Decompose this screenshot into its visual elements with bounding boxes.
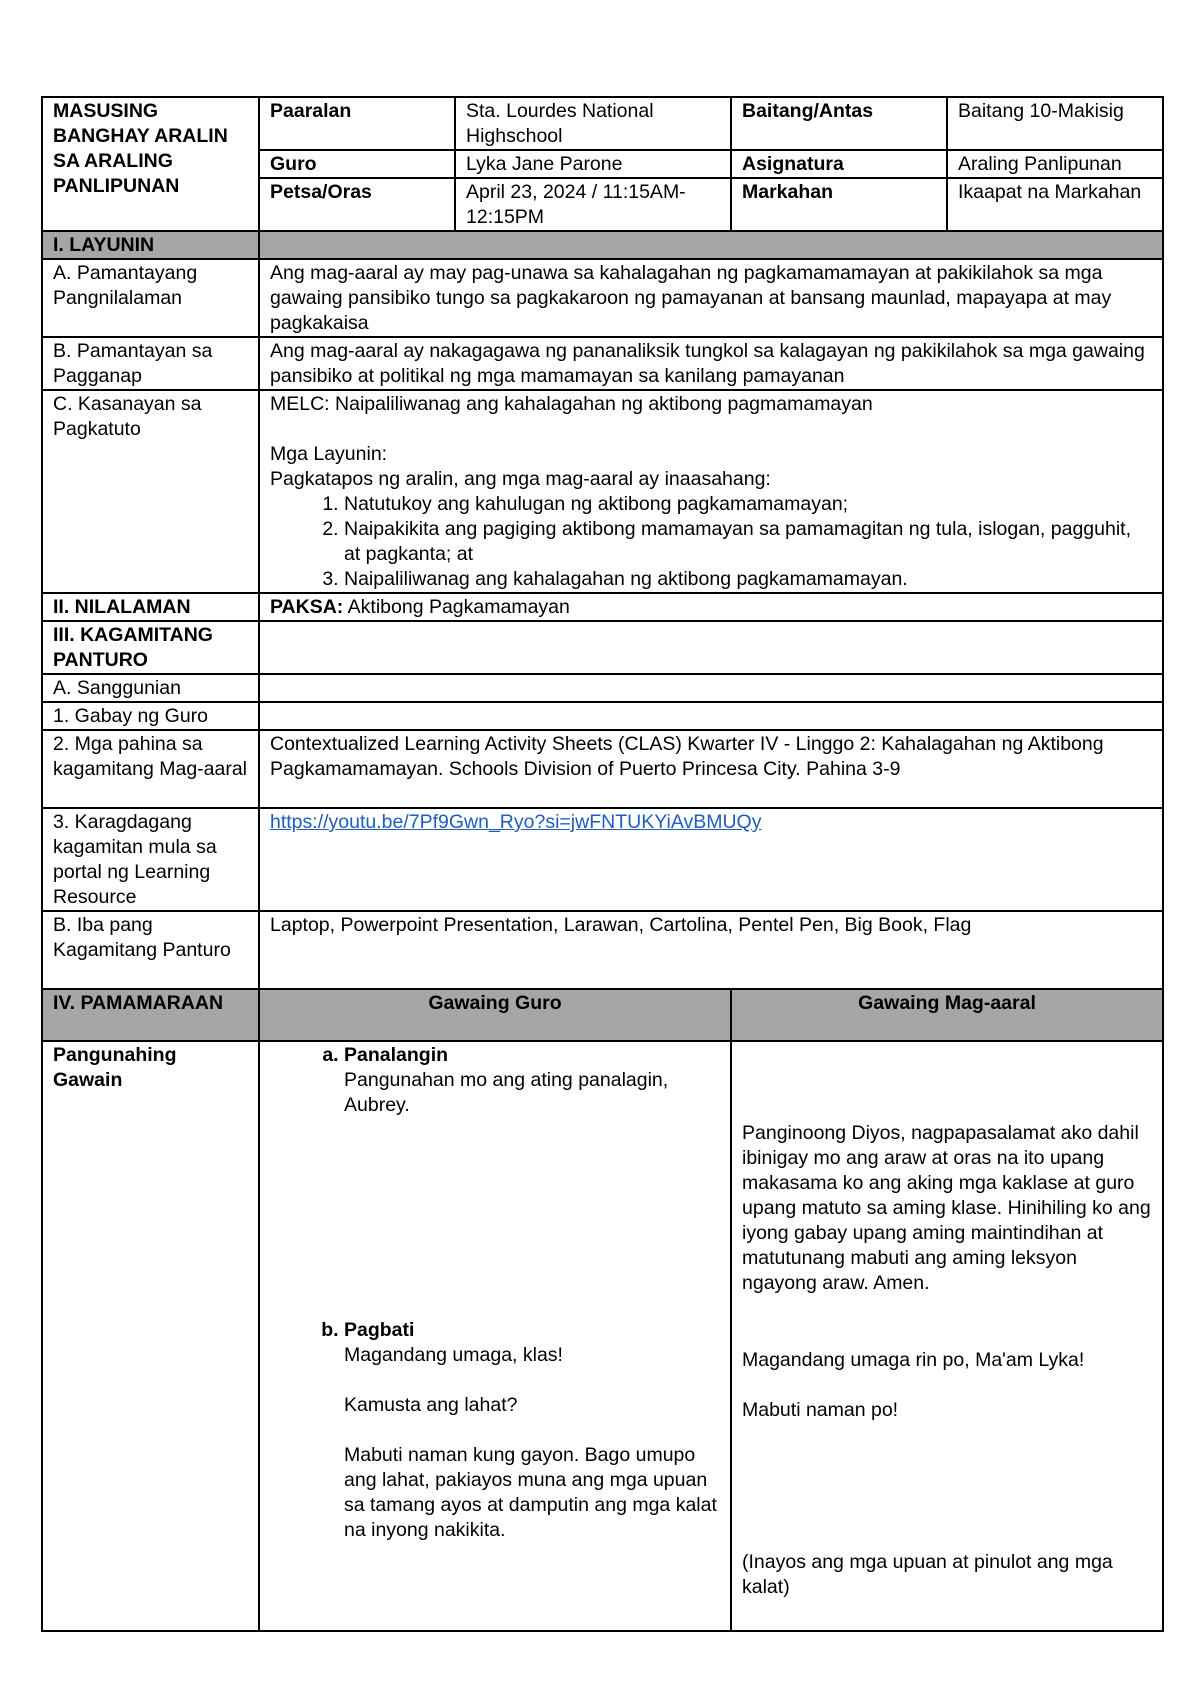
iba-value: Laptop, Powerpoint Presentation, Larawan, Cartolina, Pentel Pen, Big Book, Flag <box>259 911 1163 989</box>
karagdagan-label: 3. Karagdagang kagamitan mula sa portal ng Learning Resource <box>42 808 259 911</box>
layunin-list <box>270 492 1152 592</box>
pagbati-title: b. Pagbati <box>344 1319 415 1341</box>
lesson-plan-table <box>41 96 1164 1632</box>
paksa-cell <box>259 593 1163 621</box>
petsa-value: April 23, 2024 / 11:15AM-12:15PM <box>455 178 731 231</box>
pagbati-line2: Kamusta ang lahat? <box>344 1394 518 1416</box>
panalangin-text: Pangunahan mo ang ating panalagin, Aubrey. <box>344 1069 669 1116</box>
kagamitan-heading-fill <box>259 621 1163 674</box>
nilalaman-heading: II. NILALAMAN <box>42 593 259 621</box>
kasanayan-content <box>259 390 1163 593</box>
guro-activity-list <box>270 1043 720 1543</box>
paksa-value: Aktibong Pagkamamayan <box>343 596 570 618</box>
kasanayan-label: C. Kasanayan sa Pagkatuto <box>42 390 259 593</box>
kagamitan-heading: III. KAGAMITANG PANTURO <box>42 621 259 674</box>
karagdagan-cell <box>259 808 1163 911</box>
baitang-value: Baitang 10-Makisig <box>947 97 1163 150</box>
layunin-heading-fill <box>259 231 1163 259</box>
pamantayan-pagganap-value: Ang mag-aaral ay nakagagawa ng pananaliksik tungkol sa kalagayan ng pakikilahok sa mga gawaing pansibiko at politikal ng mga mamamayan sa kanilang pamayanan <box>259 337 1163 390</box>
list-item: 1. Natutukoy ang kahulugan ng aktibong pagkamamamayan; <box>344 492 1152 517</box>
paksa-label: PAKSA: <box>270 596 344 618</box>
iba-label: B. Iba pang Kagamitang Panturo <box>42 911 259 989</box>
asignatura-value: Araling Panlipunan <box>947 150 1163 178</box>
pangunahing-gawain-label: Pangunahing Gawain <box>42 1041 259 1631</box>
sanggunian-label: A. Sanggunian <box>42 674 259 702</box>
pamantayan-pagganap-label: B. Pamantayan sa Pagganap <box>42 337 259 390</box>
gabay-label: 1. Gabay ng Guro <box>42 702 259 730</box>
markahan-value: Ikaapat na Markahan <box>947 178 1163 231</box>
baitang-label: Baitang/Antas <box>731 97 947 150</box>
gabay-value <box>259 702 1163 730</box>
pagbati-line3: Mabuti naman kung gayon. Bago umupo ang lahat, pakiayos muna ang mga upuan sa tamang ayos at damputin ang mga kalat na inyong nakikita. <box>344 1444 717 1541</box>
list-item: 3. Naipaliliwanag ang kahalagahan ng aktibong pagkamamamayan. <box>344 567 1152 592</box>
pamantayang-pangnilalaman-label: A. Pamantayang Pangnilalaman <box>42 259 259 337</box>
layunin-heading: I. LAYUNIN <box>42 231 259 259</box>
guro-value: Lyka Jane Parone <box>455 150 731 178</box>
gawaing-guro-header: Gawaing Guro <box>259 989 731 1041</box>
gawaing-guro-content <box>259 1041 731 1631</box>
markahan-label: Markahan <box>731 178 947 231</box>
paaralan-value: Sta. Lourdes National Highschool <box>455 97 731 150</box>
gawaing-magaaral-header: Gawaing Mag-aaral <box>731 989 1163 1041</box>
lesson-plan-title: MASUSING BANGHAY ARALIN SA ARALING PANLIPUNAN <box>42 97 259 231</box>
pahina-value: Contextualized Learning Activity Sheets (CLAS) Kwarter IV - Linggo 2: Kahalagahan ng Aktibong Pagkamamamayan. Schools Division of Puerto Princesa City. Pahina 3-9 <box>259 730 1163 808</box>
pagbati-line1: Magandang umaga, klas! <box>344 1344 563 1366</box>
student-action: (Inayos ang mga upuan at pinulot ang mga kalat) <box>742 1551 1113 1598</box>
pahina-label: 2. Mga pahina sa kagamitang Mag-aaral <box>42 730 259 808</box>
panalangin-title: a. Panalangin <box>344 1044 449 1066</box>
lesson-plan-page <box>41 96 1162 1632</box>
layunin-intro: Pagkatapos ng aralin, ang mga mag-aaral ay inaasahang: <box>270 468 771 490</box>
list-item <box>344 1043 720 1318</box>
paaralan-label: Paaralan <box>259 97 455 150</box>
mga-layunin-label: Mga Layunin: <box>270 443 388 465</box>
list-item <box>344 1318 720 1543</box>
asignatura-label: Asignatura <box>731 150 947 178</box>
pamamaraan-heading: IV. PAMAMARAAN <box>42 989 259 1041</box>
gawaing-magaaral-content <box>731 1041 1163 1631</box>
student-greeting: Magandang umaga rin po, Ma'am Lyka! <box>742 1349 1085 1371</box>
sanggunian-value <box>259 674 1163 702</box>
pamantayang-pangnilalaman-value: Ang mag-aaral ay may pag-unawa sa kahalagahan ng pagkamamamayan at pakikilahok sa mga gawaing pansibiko tungo sa pagkakaroon ng pamayanan at bansang maunlad, mapayapa at may pagkakaisa <box>259 259 1163 337</box>
petsa-label: Petsa/Oras <box>259 178 455 231</box>
melc-text: MELC: Naipaliliwanag ang kahalagahan ng aktibong pagmamamayan <box>270 393 873 415</box>
list-item: 2. Naipakikita ang pagiging aktibong mamamayan sa pamamagitan ng tula, islogan, pagguhit, at pagkanta; at <box>344 517 1152 567</box>
student-response: Mabuti naman po! <box>742 1399 899 1421</box>
guro-label: Guro <box>259 150 455 178</box>
student-prayer: Panginoong Diyos, nagpapasalamat ako dahil ibinigay mo ang araw at oras na ito upang makasama ko ang aking mga kaklase at guro upang matuto sa aming klase. Hinihiling ko ang iyong gabay upang aming maintindihan at matutunang mabuti ang aming leksyon ngayong araw. Amen. <box>742 1122 1151 1294</box>
youtube-link[interactable]: https://youtu.be/7Pf9Gwn_Ryo?si=jwFNTUKYiAvBMUQy <box>270 811 762 833</box>
